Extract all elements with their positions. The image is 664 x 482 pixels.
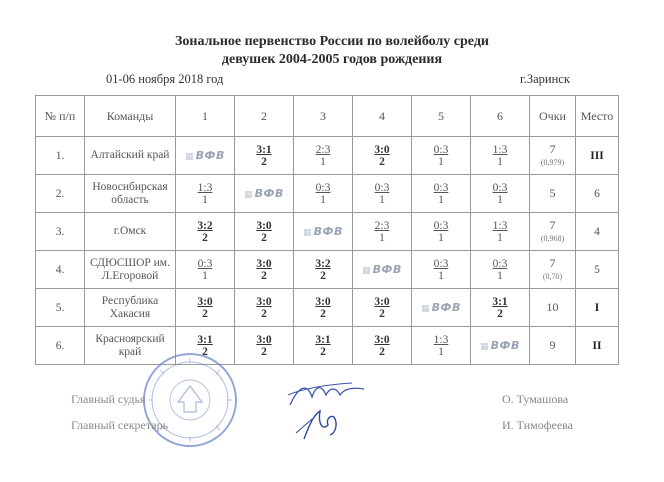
- col-header-points: Очки: [530, 96, 576, 137]
- vfv-logo-icon: [421, 301, 461, 314]
- table-row: [36, 327, 619, 365]
- col-header-6: 6: [471, 96, 530, 137]
- logo-grid-icon: ▦: [303, 228, 311, 238]
- match-score: 1:3: [433, 333, 449, 346]
- team-name-text: Республика Хакасия: [101, 294, 159, 320]
- match-points: 1: [438, 155, 444, 168]
- match-score: 1:3: [197, 181, 213, 194]
- team-name-text: Новосибирская область: [92, 180, 168, 206]
- final-place: 4: [576, 213, 619, 251]
- match-score: 3:2: [197, 219, 213, 232]
- match-points: 1: [320, 193, 326, 206]
- col-header-5: 5: [412, 96, 471, 137]
- document-title-line1: Зональное первенство России по волейболу среди: [175, 34, 489, 49]
- logo-grid-icon: ▦: [185, 152, 193, 162]
- points-value: 5: [549, 186, 556, 200]
- match-score: 2:3: [315, 143, 331, 156]
- match-score: 3:2: [315, 257, 331, 270]
- match-result-cell: [294, 137, 353, 175]
- document-title-line2: девушек 2004-2005 годов рождения: [221, 52, 443, 67]
- match-result: [493, 258, 508, 282]
- match-result: [434, 258, 449, 282]
- match-result-cell: [353, 327, 412, 365]
- table-row: [36, 175, 619, 213]
- team-name-text: Алтайский край: [90, 149, 170, 161]
- match-result: [434, 144, 449, 168]
- match-result-cell: [294, 327, 353, 365]
- stamp-seal-icon: [140, 350, 240, 450]
- match-points: 1: [320, 155, 326, 168]
- match-result-cell: [176, 289, 235, 327]
- row-number: 1.: [36, 137, 85, 175]
- logo-grid-icon: ▦: [244, 190, 252, 200]
- match-result: [493, 220, 508, 244]
- match-points: 1: [497, 269, 503, 282]
- match-result: [256, 220, 271, 244]
- total-points-cell: [530, 175, 576, 213]
- match-result-cell: [176, 213, 235, 251]
- logo-text: ВФВ: [254, 187, 284, 200]
- final-place: I: [576, 289, 619, 327]
- match-score: 0:3: [433, 257, 449, 270]
- match-result-cell: [176, 175, 235, 213]
- match-score: 3:1: [256, 143, 272, 156]
- diagonal-logo-cell: [353, 251, 412, 289]
- points-ratio: (0,979): [540, 157, 565, 167]
- match-score: 0:3: [374, 181, 390, 194]
- final-place: 5: [576, 251, 619, 289]
- match-result: [197, 220, 212, 244]
- match-result-cell: [294, 175, 353, 213]
- secretary-label: Главный секретарь: [71, 418, 169, 432]
- match-result-cell: [471, 213, 530, 251]
- diagonal-logo-cell: [235, 175, 294, 213]
- diagonal-logo-cell: [176, 137, 235, 175]
- points-value: 7: [549, 255, 556, 270]
- match-result: [198, 182, 213, 206]
- team-name-text: СДЮСШОР им. Л.Егоровой: [90, 256, 170, 282]
- vfv-logo-icon: [480, 339, 520, 352]
- team-name: [85, 289, 176, 327]
- logo-text: ВФВ: [313, 225, 343, 238]
- match-result-cell: [235, 137, 294, 175]
- logo-text: ВФВ: [195, 149, 225, 162]
- match-result-cell: [412, 175, 471, 213]
- team-name-text: г.Омск: [113, 225, 147, 237]
- match-points: 1: [438, 193, 444, 206]
- points-value: 9: [549, 338, 556, 352]
- points-ratio: (0,968): [540, 233, 565, 243]
- match-result: [197, 296, 212, 320]
- table-row: [36, 137, 619, 175]
- match-result: [434, 220, 449, 244]
- match-score: 0:3: [433, 181, 449, 194]
- col-header-4: 4: [353, 96, 412, 137]
- points-ratio: (0,70): [542, 271, 563, 281]
- total-points-cell: [530, 251, 576, 289]
- total-points-cell: [530, 213, 576, 251]
- match-points: 2: [261, 345, 267, 358]
- match-result-cell: [235, 289, 294, 327]
- match-result: [316, 144, 331, 168]
- points-value: 10: [546, 300, 559, 314]
- match-points: 2: [320, 269, 326, 282]
- match-result-cell: [235, 213, 294, 251]
- match-score: 3:0: [197, 295, 213, 308]
- diagonal-logo-cell: [471, 327, 530, 365]
- match-points: 2: [379, 155, 385, 168]
- match-points: 2: [202, 231, 208, 244]
- match-points: 2: [202, 345, 208, 358]
- match-result: [256, 334, 271, 358]
- row-number: 2.: [36, 175, 85, 213]
- logo-grid-icon: ▦: [421, 304, 429, 314]
- match-result: [256, 296, 271, 320]
- match-score: 3:1: [197, 333, 213, 346]
- match-score: 0:3: [433, 143, 449, 156]
- event-city: г.Заринск: [520, 72, 570, 86]
- results-table: [35, 95, 619, 365]
- match-points: 2: [261, 155, 267, 168]
- logo-text: ВФВ: [490, 339, 520, 352]
- vfv-logo-icon: [362, 263, 402, 276]
- final-place: II: [576, 327, 619, 365]
- total-points-cell: [530, 327, 576, 365]
- match-result-cell: [412, 251, 471, 289]
- vfv-logo-icon: [303, 225, 343, 238]
- match-result: [434, 182, 449, 206]
- match-score: 3:0: [315, 295, 331, 308]
- logo-text: ВФВ: [372, 263, 402, 276]
- match-score: 0:3: [315, 181, 331, 194]
- match-result-cell: [471, 251, 530, 289]
- match-score: 0:3: [492, 257, 508, 270]
- match-result: [374, 144, 389, 168]
- match-result: [374, 296, 389, 320]
- match-result: [374, 334, 389, 358]
- match-result-cell: [412, 213, 471, 251]
- match-score: 3:0: [374, 143, 390, 156]
- match-result-cell: [353, 137, 412, 175]
- match-points: 2: [261, 307, 267, 320]
- match-result-cell: [412, 327, 471, 365]
- row-number: 6.: [36, 327, 85, 365]
- vfv-logo-icon: [244, 187, 284, 200]
- col-header-num: № п/п: [36, 96, 85, 137]
- final-place: 6: [576, 175, 619, 213]
- col-header-team: Команды: [85, 96, 176, 137]
- match-result-cell: [353, 213, 412, 251]
- match-points: 1: [379, 231, 385, 244]
- match-result: [375, 220, 390, 244]
- match-score: 2:3: [374, 219, 390, 232]
- total-points-cell: [530, 137, 576, 175]
- row-number: 5.: [36, 289, 85, 327]
- match-result-cell: [471, 137, 530, 175]
- match-score: 3:0: [256, 257, 272, 270]
- total-points: [547, 301, 559, 314]
- total-points: [541, 219, 564, 245]
- team-name: [85, 137, 176, 175]
- team-name: [85, 251, 176, 289]
- logo-grid-icon: ▦: [362, 266, 370, 276]
- table-row: [36, 213, 619, 251]
- match-result-cell: [353, 289, 412, 327]
- secretary-name: И. Тимофеева: [502, 418, 573, 432]
- team-name-text: Красноярский край: [95, 332, 165, 358]
- team-name: [85, 213, 176, 251]
- points-value: 7: [549, 217, 556, 232]
- match-score: 1:3: [492, 219, 508, 232]
- col-header-place: Место: [576, 96, 619, 137]
- match-points: 1: [438, 269, 444, 282]
- match-points: 1: [202, 269, 208, 282]
- match-points: 2: [261, 231, 267, 244]
- match-points: 1: [438, 345, 444, 358]
- final-place: III: [576, 137, 619, 175]
- match-points: 2: [497, 307, 503, 320]
- match-score: 3:0: [374, 295, 390, 308]
- match-result: [493, 144, 508, 168]
- match-result: [256, 144, 271, 168]
- logo-grid-icon: ▦: [480, 342, 488, 352]
- table-row: [36, 289, 619, 327]
- match-result: [315, 334, 330, 358]
- match-score: 3:0: [256, 333, 272, 346]
- team-name: [85, 175, 176, 213]
- match-score: 0:3: [433, 219, 449, 232]
- match-score: 3:1: [492, 295, 508, 308]
- match-result: [492, 296, 507, 320]
- match-score: 3:0: [256, 295, 272, 308]
- col-header-2: 2: [235, 96, 294, 137]
- match-score: 3:1: [315, 333, 331, 346]
- match-result: [375, 182, 390, 206]
- match-points: 2: [320, 307, 326, 320]
- match-score: 3:0: [256, 219, 272, 232]
- total-points-cell: [530, 289, 576, 327]
- match-points: 2: [379, 345, 385, 358]
- table-row: [36, 251, 619, 289]
- logo-text: ВФВ: [431, 301, 461, 314]
- match-points: 2: [202, 307, 208, 320]
- match-result-cell: [471, 175, 530, 213]
- match-result: [434, 334, 449, 358]
- match-result-cell: [412, 137, 471, 175]
- chief-judge-name: О. Тумашова: [502, 392, 569, 406]
- match-result: [256, 258, 271, 282]
- total-points: [543, 257, 562, 283]
- match-result-cell: [294, 251, 353, 289]
- match-points: 1: [379, 193, 385, 206]
- match-result-cell: [176, 251, 235, 289]
- diagonal-logo-cell: [412, 289, 471, 327]
- match-points: 1: [438, 231, 444, 244]
- event-dates: 01-06 ноября 2018 год: [106, 72, 224, 86]
- match-result: [316, 182, 331, 206]
- match-score: 1:3: [492, 143, 508, 156]
- match-result-cell: [235, 251, 294, 289]
- match-points: 1: [497, 193, 503, 206]
- row-number: 4.: [36, 251, 85, 289]
- total-points: [541, 143, 564, 169]
- header-row: [36, 96, 619, 137]
- row-number: 3.: [36, 213, 85, 251]
- points-value: 7: [549, 141, 556, 156]
- match-result: [493, 182, 508, 206]
- total-points: [550, 187, 556, 200]
- match-score: 0:3: [492, 181, 508, 194]
- col-header-1: 1: [176, 96, 235, 137]
- match-result-cell: [294, 289, 353, 327]
- chief-judge-label: Главный судья: [71, 392, 146, 406]
- match-points: 1: [497, 231, 503, 244]
- match-result-cell: [353, 175, 412, 213]
- match-result-cell: [235, 327, 294, 365]
- match-result-cell: [471, 289, 530, 327]
- handwritten-signature-icon: [282, 375, 382, 445]
- match-score: 3:0: [374, 333, 390, 346]
- match-result: [198, 258, 213, 282]
- total-points: [550, 339, 556, 352]
- match-points: 2: [261, 269, 267, 282]
- match-score: 0:3: [197, 257, 213, 270]
- match-result: [315, 296, 330, 320]
- match-points: 1: [497, 155, 503, 168]
- col-header-3: 3: [294, 96, 353, 137]
- match-points: 2: [379, 307, 385, 320]
- diagonal-logo-cell: [294, 213, 353, 251]
- match-result: [315, 258, 330, 282]
- match-points: 2: [320, 345, 326, 358]
- match-points: 1: [202, 193, 208, 206]
- vfv-logo-icon: [185, 149, 225, 162]
